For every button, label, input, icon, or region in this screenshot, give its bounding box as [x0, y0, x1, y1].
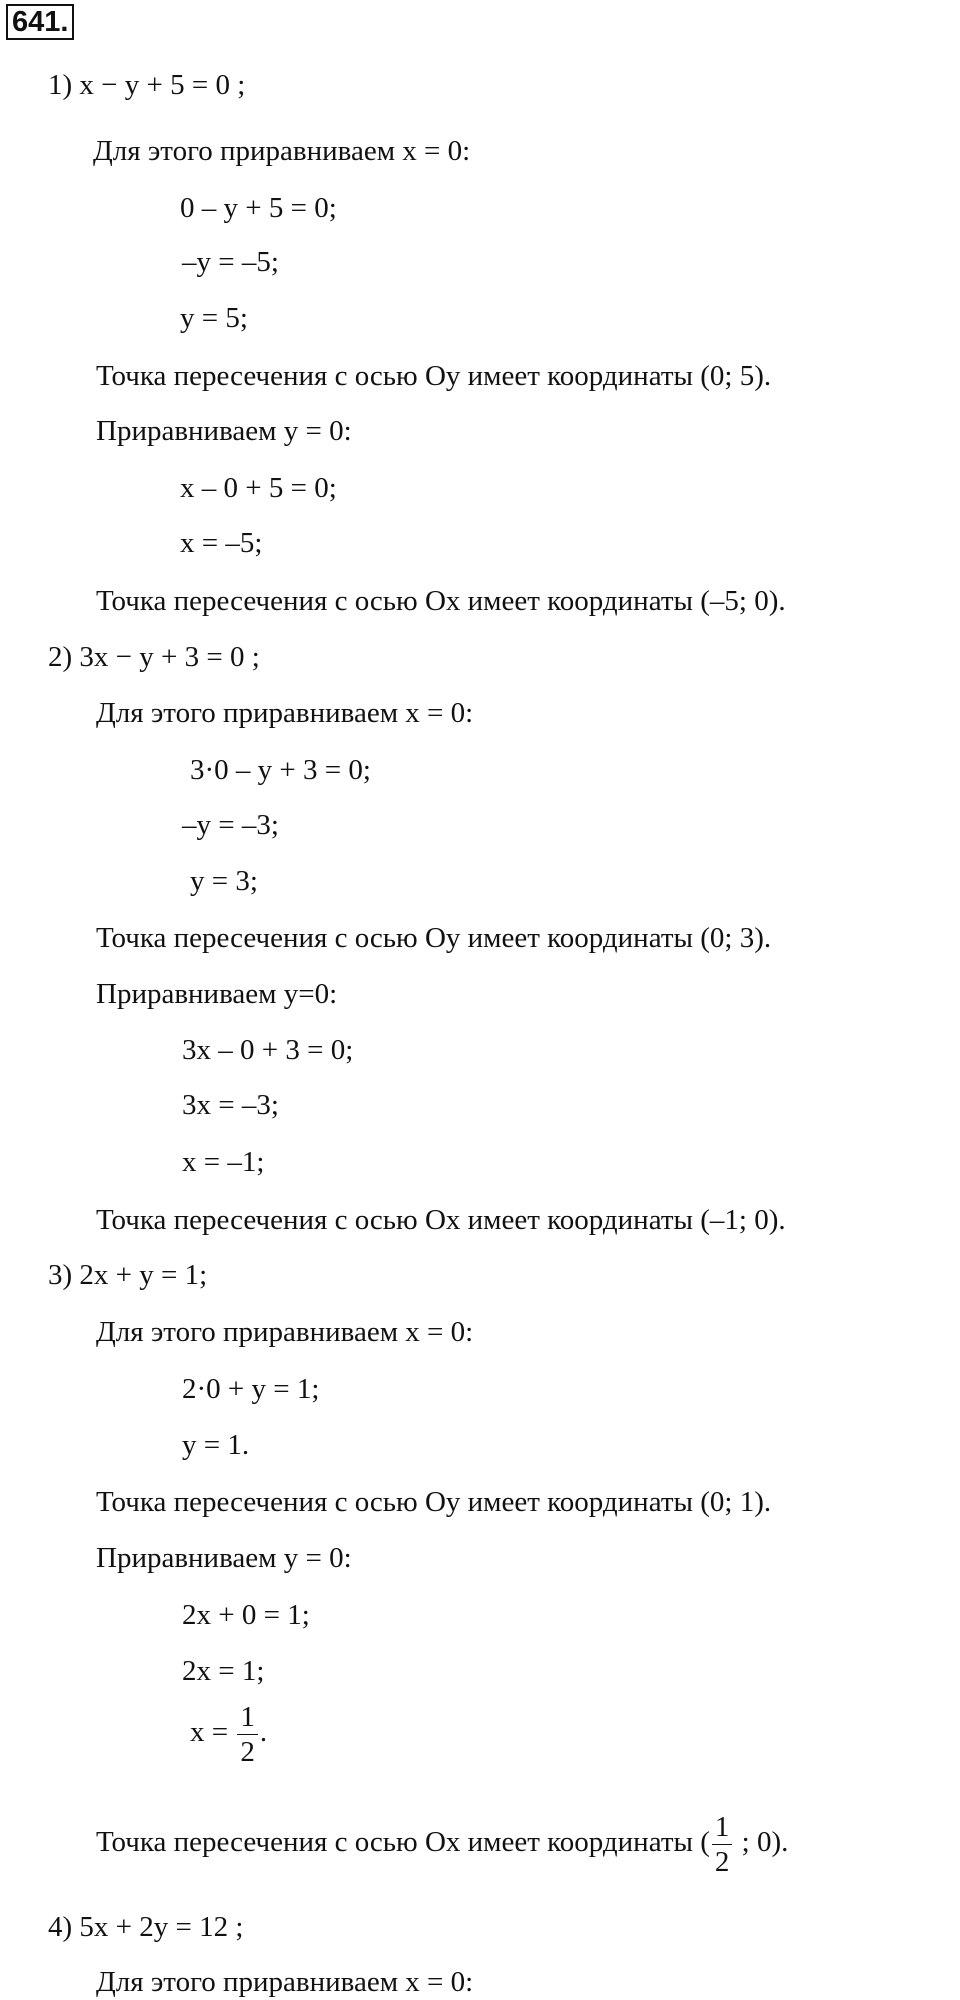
text-line: Точка пересечения с осью Оy имеет координаты (0; 3).	[96, 922, 772, 954]
fraction-text-suffix: ; 0).	[734, 1826, 789, 1859]
text-line: Для этого приравниваем x = 0:	[96, 1316, 474, 1348]
fraction-prefix: x =	[190, 1716, 236, 1749]
text-line: Приравниваем y = 0:	[96, 415, 352, 447]
math-line: y = 1.	[182, 1429, 250, 1461]
math-line: 2x + 0 = 1;	[182, 1599, 310, 1631]
fraction	[237, 1700, 258, 1769]
text-line: Для этого приравниваем x = 0:	[96, 697, 474, 729]
text-line: Точка пересечения с осью Оx имеет координаты (–1; 0).	[96, 1204, 786, 1236]
fraction	[712, 1810, 733, 1879]
item-3-equation: 3) 2x + y = 1;	[48, 1259, 208, 1291]
math-line: x – 0 + 5 = 0;	[180, 472, 337, 504]
math-line: 2·0 + y = 1;	[182, 1373, 320, 1405]
math-line: 2x = 1;	[182, 1655, 265, 1687]
math-line: 3x – 0 + 3 = 0;	[182, 1034, 354, 1066]
fraction-denominator: 2	[714, 1846, 730, 1878]
text-line: Точка пересечения с осью Оy имеет координаты (0; 5).	[96, 360, 772, 392]
item-1-equation: 1) x − y + 5 = 0 ;	[48, 69, 246, 101]
math-line: –y = –3;	[182, 809, 279, 841]
problem-number: 641.	[6, 4, 74, 40]
math-line: y = 3;	[190, 865, 258, 897]
item-4-equation: 4) 5x + 2y = 12 ;	[48, 1911, 244, 1943]
fraction-equation	[190, 1700, 267, 1769]
item-2-equation: 2) 3x − y + 3 = 0 ;	[48, 641, 260, 673]
math-line: –y = –5;	[182, 246, 279, 278]
math-line: 3x = –3;	[182, 1089, 279, 1121]
fraction-denominator: 2	[240, 1736, 255, 1768]
text-line: Для этого приравниваем x = 0:	[93, 135, 471, 167]
text-line: Приравниваем y=0:	[96, 978, 338, 1010]
text-line: Приравниваем y = 0:	[96, 1542, 352, 1574]
fraction-text-prefix: Точка пересечения с осью Оx имеет координаты (	[96, 1826, 710, 1859]
math-line: x = –5;	[180, 527, 263, 559]
math-line: x = –1;	[182, 1146, 265, 1178]
fraction-numerator: 1	[712, 1810, 733, 1845]
math-line: 0 – y + 5 = 0;	[180, 192, 337, 224]
math-line: 3·0 – y + 3 = 0;	[190, 754, 371, 786]
text-line: Точка пересечения с осью Ox имеет координаты (–5; 0).	[96, 585, 786, 617]
fraction-text-line	[96, 1810, 788, 1879]
fraction-numerator: 1	[237, 1700, 258, 1735]
math-line: y = 5;	[180, 302, 248, 334]
fraction-suffix: .	[259, 1716, 268, 1749]
text-line: Точка пересечения с осью Оy имеет координаты (0; 1).	[96, 1486, 772, 1518]
text-line: Для этого приравниваем x = 0:	[96, 1966, 474, 1998]
